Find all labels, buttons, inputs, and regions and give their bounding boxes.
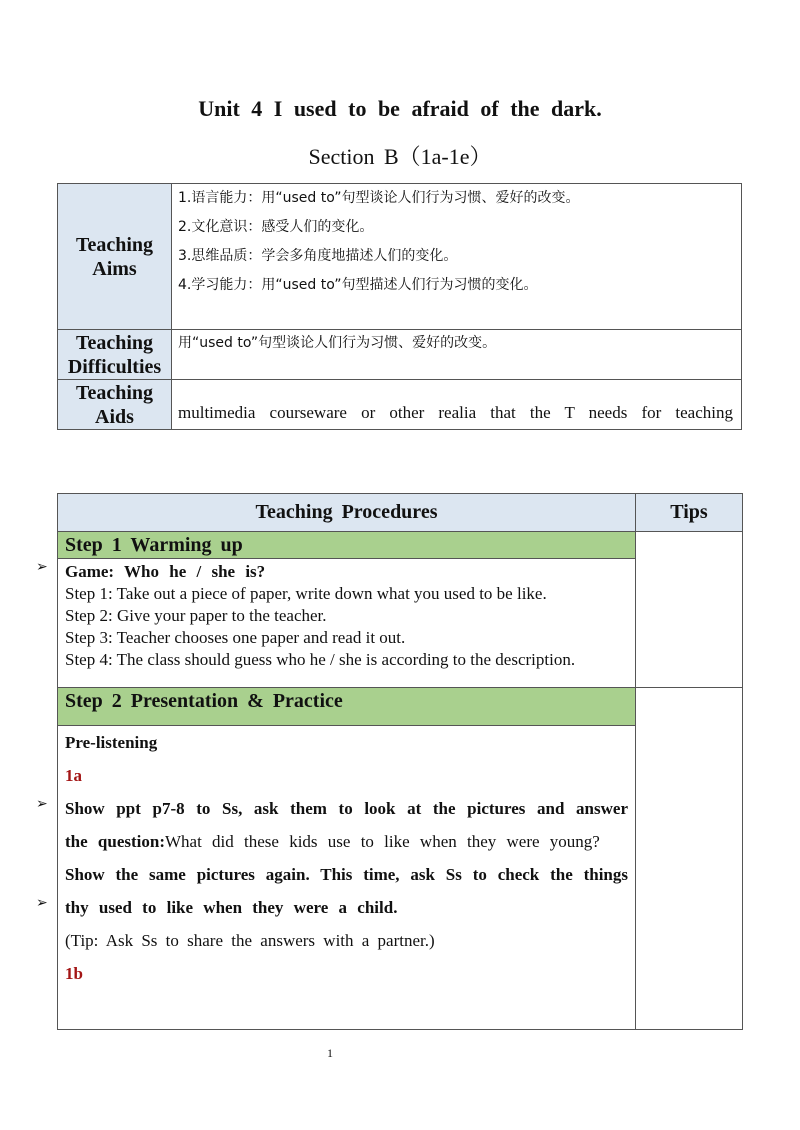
document-title: Unit 4 I used to be afraid of the dark.: [198, 96, 602, 121]
overview-table: [57, 183, 742, 430]
page-number: 1: [327, 1046, 333, 1060]
aims-label: [58, 184, 172, 330]
section-1b-label: 1b: [65, 964, 83, 983]
difficulties-label: [58, 330, 172, 380]
step2-bullet-2: Show the same pictures again. This time, ask Ss to check the things thy used to like when they were a child.: [65, 865, 628, 917]
aids-label-text: Teaching Aids: [75, 381, 154, 428]
step1-line: Step 4: The class should guess who he / she is according to the description.: [65, 650, 576, 669]
aim-item: 2.文化意识：感受人们的变化。: [178, 219, 374, 235]
tips-header: Tips: [636, 494, 743, 532]
aim-item: 3.思维品质：学会多角度地描述人们的变化。: [178, 248, 458, 264]
bullet-arrow-icon: ➢: [36, 559, 48, 575]
pre-listening-label: Pre-listening: [65, 733, 158, 752]
section-1a-label: 1a: [65, 766, 82, 785]
step1-line: Step 2: Give your paper to the teacher.: [65, 606, 327, 625]
step2-tips-cell: [636, 688, 743, 1030]
step1-body: [58, 559, 636, 688]
procedures-table: [57, 493, 743, 1030]
tip-text: (Tip: Ask Ss to share the answers with a partner.): [65, 931, 435, 950]
game-title: Game: Who he / she is?: [65, 562, 266, 581]
step1-tips-cell: [636, 532, 743, 688]
aids-label: [58, 380, 172, 430]
aims-cell: [172, 184, 742, 330]
bullet1-text: What did these kids use to like when they were young?: [164, 832, 600, 851]
step2-title: Step 2 Presentation & Practice: [58, 688, 636, 726]
aids-text: multimedia courseware or other realia that the T needs for teaching: [172, 380, 742, 430]
bullet-arrow-icon: ➢: [36, 895, 48, 911]
aim-item: 1.语言能力：用“used to”句型谈论人们行为习惯、爱好的改变。: [178, 190, 580, 206]
step1-line: Step 1: Take out a piece of paper, write down what you used to be like.: [65, 584, 547, 603]
document-subtitle: Section B（1a-1e）: [308, 144, 492, 169]
step2-body: [58, 726, 636, 1030]
aim-item: 4.学习能力：用“used to”句型描述人们行为习惯的变化。: [178, 277, 538, 293]
bullet-arrow-icon: ➢: [36, 796, 48, 812]
step1-title: Step 1 Warming up: [58, 532, 636, 559]
step2-bullet-1: [65, 792, 628, 858]
difficulties-text: 用“used to”句型谈论人们行为习惯、爱好的改变。: [172, 330, 742, 380]
step1-line: Step 3: Teacher chooses one paper and read it out.: [65, 628, 406, 647]
difficulties-label-text: Teaching Difficulties: [67, 331, 162, 378]
aims-label-text: Teaching Aims: [75, 233, 154, 280]
bullet1-bold-text: Show ppt p7-8 to Ss, ask them to look at the pictures and answer the question:: [65, 799, 628, 851]
procedures-header: Teaching Procedures: [58, 494, 636, 532]
